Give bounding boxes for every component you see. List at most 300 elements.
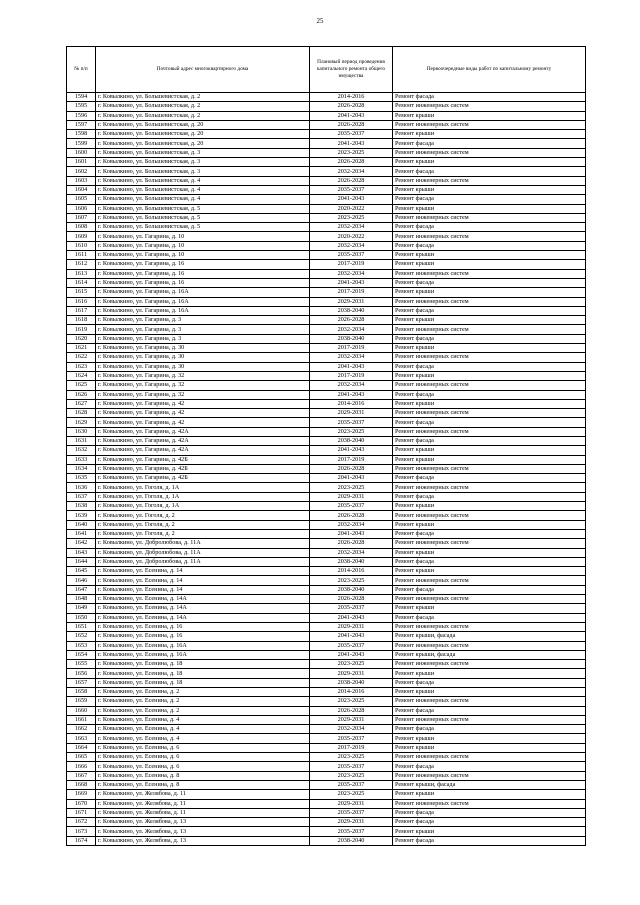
row-period: 2032-2034 xyxy=(310,548,393,557)
row-address: г. Ковылкино, ул. Гагарина, д. 42 xyxy=(96,418,310,427)
row-work-type: Ремонт фасада xyxy=(393,613,586,622)
row-address: г. Ковылкино, ул. Есенина, д. 6 xyxy=(96,743,310,752)
row-period: 2023-2025 xyxy=(310,790,393,799)
row-period: 2032-2034 xyxy=(310,353,393,362)
table-row xyxy=(67,427,586,436)
table-row xyxy=(67,595,586,604)
row-address: г. Ковылкино, ул. Гагарина, д. 42Б xyxy=(96,464,310,473)
row-period: 2041-2043 xyxy=(310,529,393,538)
row-address: г. Ковылкино, ул. Гоголя, д. 1А xyxy=(96,483,310,492)
table-row xyxy=(67,576,586,585)
row-number: 1623 xyxy=(67,362,96,371)
row-number: 1672 xyxy=(67,818,96,827)
row-address: г. Ковылкино, ул. Гагарина, д. 10 xyxy=(96,232,310,241)
row-number: 1613 xyxy=(67,269,96,278)
row-period: 2038-2040 xyxy=(310,836,393,845)
row-work-type: Ремонт крыши xyxy=(393,185,586,194)
row-period: 2023-2025 xyxy=(310,148,393,157)
row-address: г. Ковылкино, ул. Гагарина, д. 16А xyxy=(96,306,310,315)
table-row xyxy=(67,678,586,687)
row-number: 1644 xyxy=(67,557,96,566)
table-row xyxy=(67,260,586,269)
row-period: 2017-2019 xyxy=(310,260,393,269)
row-work-type: Ремонт инженерных систем xyxy=(393,622,586,631)
row-work-type: Ремонт фасада xyxy=(393,390,586,399)
row-number: 1649 xyxy=(67,604,96,613)
table-row xyxy=(67,185,586,194)
table-row xyxy=(67,650,586,659)
row-number: 1595 xyxy=(67,102,96,111)
row-period: 2032-2034 xyxy=(310,325,393,334)
row-address: г. Ковылкино, ул. Желябова, д. 11 xyxy=(96,799,310,808)
table-row xyxy=(67,743,586,752)
table-row xyxy=(67,818,586,827)
table-row xyxy=(67,399,586,408)
row-number: 1651 xyxy=(67,622,96,631)
row-period: 2029-2031 xyxy=(310,715,393,724)
row-work-type: Ремонт крыши xyxy=(393,130,586,139)
table-header xyxy=(67,47,586,93)
row-work-type: Ремонт инженерных систем xyxy=(393,595,586,604)
row-address: г. Ковылкино, ул. Большевистская, д. 2 xyxy=(96,93,310,102)
row-number: 1630 xyxy=(67,427,96,436)
row-number: 1640 xyxy=(67,520,96,529)
table-row xyxy=(67,836,586,845)
row-period: 2035-2037 xyxy=(310,641,393,650)
row-period: 2035-2037 xyxy=(310,502,393,511)
table-row xyxy=(67,697,586,706)
row-address: г. Ковылкино, ул. Гагарина, д. 16 xyxy=(96,269,310,278)
row-work-type: Ремонт инженерных систем xyxy=(393,269,586,278)
table-row xyxy=(67,362,586,371)
row-address: г. Ковылкино, ул. Гагарина, д. 42 xyxy=(96,409,310,418)
row-address: г. Ковылкино, ул. Большевистская, д. 4 xyxy=(96,195,310,204)
row-work-type: Ремонт фасада xyxy=(393,557,586,566)
table-row xyxy=(67,706,586,715)
row-work-type: Ремонт инженерных систем xyxy=(393,120,586,129)
row-address: г. Ковылкино, ул. Есенина, д. 14А xyxy=(96,604,310,613)
row-period: 2023-2025 xyxy=(310,660,393,669)
row-number: 1670 xyxy=(67,799,96,808)
table-row xyxy=(67,771,586,780)
row-period: 2026-2028 xyxy=(310,539,393,548)
row-work-type: Ремонт крыши xyxy=(393,204,586,213)
row-work-type: Ремонт крыши xyxy=(393,251,586,260)
table-row xyxy=(67,371,586,380)
row-period: 2020-2022 xyxy=(310,204,393,213)
header-address: Почтовый адрес многоквартирного дома xyxy=(96,47,310,93)
row-address: г. Ковылкино, ул. Гагарина, д. 42Б xyxy=(96,455,310,464)
row-work-type: Ремонт инженерных систем xyxy=(393,232,586,241)
row-number: 1653 xyxy=(67,641,96,650)
row-period: 2020-2022 xyxy=(310,232,393,241)
table-row xyxy=(67,790,586,799)
row-number: 1596 xyxy=(67,111,96,120)
row-address: г. Ковылкино, ул. Большевистская, д. 4 xyxy=(96,176,310,185)
row-address: г. Ковылкино, ул. Есенина, д. 14А xyxy=(96,595,310,604)
row-number: 1637 xyxy=(67,492,96,501)
row-work-type: Ремонт фасада xyxy=(393,241,586,250)
row-work-type: Ремонт фасада xyxy=(393,306,586,315)
row-work-type: Ремонт крыши xyxy=(393,399,586,408)
row-period: 2035-2037 xyxy=(310,604,393,613)
row-period: 2032-2034 xyxy=(310,381,393,390)
row-work-type: Ремонт фасада xyxy=(393,585,586,594)
table-row xyxy=(67,390,586,399)
table-row xyxy=(67,223,586,232)
row-number: 1667 xyxy=(67,771,96,780)
table-row xyxy=(67,102,586,111)
row-period: 2026-2028 xyxy=(310,511,393,520)
row-work-type: Ремонт инженерных систем xyxy=(393,576,586,585)
row-number: 1634 xyxy=(67,464,96,473)
row-number: 1626 xyxy=(67,390,96,399)
row-period: 2026-2028 xyxy=(310,595,393,604)
row-work-type: Ремонт фасада xyxy=(393,418,586,427)
table-body xyxy=(67,93,586,846)
row-number: 1629 xyxy=(67,418,96,427)
row-address: г. Ковылкино, ул. Добролюбова, д. 11А xyxy=(96,557,310,566)
row-work-type: Ремонт фасада xyxy=(393,492,586,501)
table-row xyxy=(67,446,586,455)
row-address: г. Ковылкино, ул. Есенина, д. 14 xyxy=(96,576,310,585)
row-address: г. Ковылкино, ул. Гагарина, д. 32 xyxy=(96,381,310,390)
row-period: 2038-2040 xyxy=(310,557,393,566)
row-work-type: Ремонт крыши xyxy=(393,734,586,743)
row-work-type: Ремонт крыши xyxy=(393,669,586,678)
row-address: г. Ковылкино, ул. Большевистская, д. 2 xyxy=(96,102,310,111)
row-address: г. Ковылкино, ул. Гагарина, д. 10 xyxy=(96,251,310,260)
row-number: 1660 xyxy=(67,706,96,715)
row-number: 1647 xyxy=(67,585,96,594)
row-period: 2041-2043 xyxy=(310,278,393,287)
table-row xyxy=(67,232,586,241)
table-row xyxy=(67,111,586,120)
table-row xyxy=(67,502,586,511)
row-period: 2041-2043 xyxy=(310,111,393,120)
row-address: г. Ковылкино, ул. Есенина, д. 14 xyxy=(96,585,310,594)
table-row xyxy=(67,799,586,808)
row-work-type: Ремонт крыши xyxy=(393,446,586,455)
row-period: 2035-2037 xyxy=(310,185,393,194)
row-number: 1605 xyxy=(67,195,96,204)
table-row xyxy=(67,557,586,566)
row-address: г. Ковылкино, ул. Гагарина, д. 32 xyxy=(96,371,310,380)
row-work-type: Ремонт инженерных систем xyxy=(393,381,586,390)
table-row xyxy=(67,585,586,594)
row-address: г. Ковылкино, ул. Желябова, д. 11 xyxy=(96,808,310,817)
row-period: 2035-2037 xyxy=(310,808,393,817)
row-work-type: Ремонт крыши, фасада xyxy=(393,650,586,659)
row-period: 2017-2019 xyxy=(310,344,393,353)
row-period: 2029-2031 xyxy=(310,799,393,808)
row-work-type: Ремонт крыши xyxy=(393,688,586,697)
row-address: г. Ковылкино, ул. Большевистская, д. 20 xyxy=(96,139,310,148)
table-row xyxy=(67,418,586,427)
row-period: 2026-2028 xyxy=(310,102,393,111)
row-period: 2014-2016 xyxy=(310,688,393,697)
table-row xyxy=(67,483,586,492)
row-work-type: Ремонт крыши xyxy=(393,790,586,799)
row-work-type: Ремонт фасада xyxy=(393,362,586,371)
table-row xyxy=(67,241,586,250)
row-work-type: Ремонт инженерных систем xyxy=(393,427,586,436)
row-number: 1611 xyxy=(67,251,96,260)
row-number: 1664 xyxy=(67,743,96,752)
row-period: 2038-2040 xyxy=(310,306,393,315)
row-work-type: Ремонт крыши xyxy=(393,502,586,511)
row-period: 2026-2028 xyxy=(310,464,393,473)
row-work-type: Ремонт фасада xyxy=(393,334,586,343)
row-work-type: Ремонт крыши xyxy=(393,344,586,353)
row-address: г. Ковылкино, ул. Желябова, д. 13 xyxy=(96,836,310,845)
row-period: 2032-2034 xyxy=(310,725,393,734)
table-row xyxy=(67,93,586,102)
row-number: 1662 xyxy=(67,725,96,734)
row-address: г. Ковылкино, ул. Гагарина, д. 16 xyxy=(96,260,310,269)
row-work-type: Ремонт крыши xyxy=(393,455,586,464)
row-number: 1673 xyxy=(67,827,96,836)
row-work-type: Ремонт фасада xyxy=(393,139,586,148)
row-period: 2041-2043 xyxy=(310,613,393,622)
table-row xyxy=(67,688,586,697)
row-work-type: Ремонт инженерных систем xyxy=(393,483,586,492)
row-work-type: Ремонт фасада xyxy=(393,93,586,102)
table-row xyxy=(67,548,586,557)
row-address: г. Ковылкино, ул. Есенина, д. 16 xyxy=(96,622,310,631)
row-period: 2041-2043 xyxy=(310,632,393,641)
row-period: 2038-2040 xyxy=(310,436,393,445)
table-row xyxy=(67,139,586,148)
table-row xyxy=(67,529,586,538)
row-period: 2014-2016 xyxy=(310,399,393,408)
table-row xyxy=(67,715,586,724)
row-number: 1618 xyxy=(67,316,96,325)
row-number: 1608 xyxy=(67,223,96,232)
row-number: 1642 xyxy=(67,539,96,548)
row-address: г. Ковылкино, ул. Гагарина, д. 42Б xyxy=(96,474,310,483)
table-row xyxy=(67,325,586,334)
table-row xyxy=(67,204,586,213)
row-address: г. Ковылкино, ул. Гагарина, д. 42А xyxy=(96,436,310,445)
table-row xyxy=(67,762,586,771)
row-period: 2035-2037 xyxy=(310,762,393,771)
table-row xyxy=(67,269,586,278)
row-number: 1635 xyxy=(67,474,96,483)
row-address: г. Ковылкино, ул. Гагарина, д. 16А xyxy=(96,297,310,306)
row-address: г. Ковылкино, ул. Гагарина, д. 30 xyxy=(96,353,310,362)
row-address: г. Ковылкино, ул. Гагарина, д. 42 xyxy=(96,399,310,408)
table-row xyxy=(67,278,586,287)
row-work-type: Ремонт фасада xyxy=(393,195,586,204)
table-row xyxy=(67,539,586,548)
row-number: 1631 xyxy=(67,436,96,445)
row-address: г. Ковылкино, ул. Есенина, д. 4 xyxy=(96,734,310,743)
row-number: 1656 xyxy=(67,669,96,678)
table-row xyxy=(67,213,586,222)
table-row xyxy=(67,195,586,204)
row-work-type: Ремонт фасада xyxy=(393,706,586,715)
row-number: 1659 xyxy=(67,697,96,706)
row-work-type: Ремонт крыши xyxy=(393,316,586,325)
table-row xyxy=(67,808,586,817)
row-address: г. Ковылкино, ул. Есенина, д. 8 xyxy=(96,780,310,789)
row-work-type: Ремонт инженерных систем xyxy=(393,715,586,724)
row-address: г. Ковылкино, ул. Есенина, д. 2 xyxy=(96,688,310,697)
table-row xyxy=(67,492,586,501)
row-period: 2041-2043 xyxy=(310,474,393,483)
row-period: 2023-2025 xyxy=(310,771,393,780)
row-address: г. Ковылкино, ул. Есенина, д. 18 xyxy=(96,660,310,669)
row-work-type: Ремонт крыши xyxy=(393,288,586,297)
row-number: 1614 xyxy=(67,278,96,287)
row-address: г. Ковылкино, ул. Гагарина, д. 3 xyxy=(96,325,310,334)
row-work-type: Ремонт фасада xyxy=(393,678,586,687)
row-number: 1607 xyxy=(67,213,96,222)
row-number: 1610 xyxy=(67,241,96,250)
row-period: 2035-2037 xyxy=(310,130,393,139)
row-period: 2029-2031 xyxy=(310,622,393,631)
row-work-type: Ремонт крыши xyxy=(393,743,586,752)
row-period: 2017-2019 xyxy=(310,288,393,297)
table-row xyxy=(67,297,586,306)
row-address: г. Ковылкино, ул. Есенина, д. 16А xyxy=(96,650,310,659)
table-row xyxy=(67,130,586,139)
row-number: 1636 xyxy=(67,483,96,492)
row-number: 1654 xyxy=(67,650,96,659)
table-row xyxy=(67,344,586,353)
row-period: 2023-2025 xyxy=(310,427,393,436)
row-address: г. Ковылкино, ул. Есенина, д. 18 xyxy=(96,669,310,678)
row-number: 1597 xyxy=(67,120,96,129)
row-work-type: Ремонт крыши, фасада xyxy=(393,780,586,789)
row-number: 1619 xyxy=(67,325,96,334)
row-address: г. Ковылкино, ул. Большевистская, д. 2 xyxy=(96,111,310,120)
row-work-type: Ремонт инженерных систем xyxy=(393,697,586,706)
row-work-type: Ремонт инженерных систем xyxy=(393,753,586,762)
table-row xyxy=(67,725,586,734)
row-period: 2041-2043 xyxy=(310,362,393,371)
row-address: г. Ковылкино, ул. Большевистская, д. 3 xyxy=(96,158,310,167)
row-number: 1657 xyxy=(67,678,96,687)
row-work-type: Ремонт крыши xyxy=(393,567,586,576)
row-number: 1648 xyxy=(67,595,96,604)
row-work-type: Ремонт инженерных систем xyxy=(393,464,586,473)
row-number: 1665 xyxy=(67,753,96,762)
table-row xyxy=(67,622,586,631)
table-row xyxy=(67,436,586,445)
row-number: 1604 xyxy=(67,185,96,194)
row-number: 1615 xyxy=(67,288,96,297)
row-period: 2029-2031 xyxy=(310,297,393,306)
row-address: г. Ковылкино, ул. Гагарина, д. 16А xyxy=(96,288,310,297)
table-row xyxy=(67,167,586,176)
row-address: г. Ковылкино, ул. Добролюбова, д. 11А xyxy=(96,539,310,548)
table-row xyxy=(67,474,586,483)
header-number: № п/п xyxy=(67,47,96,93)
row-work-type: Ремонт инженерных систем xyxy=(393,641,586,650)
row-period: 2035-2037 xyxy=(310,251,393,260)
row-number: 1612 xyxy=(67,260,96,269)
row-number: 1624 xyxy=(67,371,96,380)
row-work-type: Ремонт инженерных систем xyxy=(393,102,586,111)
row-work-type: Ремонт фасада xyxy=(393,725,586,734)
table-row xyxy=(67,381,586,390)
row-address: г. Ковылкино, ул. Гоголя, д. 2 xyxy=(96,511,310,520)
row-address: г. Ковылкино, ул. Гагарина, д. 10 xyxy=(96,241,310,250)
row-address: г. Ковылкино, ул. Есенина, д. 8 xyxy=(96,771,310,780)
row-number: 1621 xyxy=(67,344,96,353)
row-period: 2026-2028 xyxy=(310,158,393,167)
row-number: 1617 xyxy=(67,306,96,315)
row-period: 2023-2025 xyxy=(310,483,393,492)
row-period: 2032-2034 xyxy=(310,167,393,176)
row-period: 2038-2040 xyxy=(310,585,393,594)
table-row xyxy=(67,660,586,669)
row-number: 1650 xyxy=(67,613,96,622)
row-period: 2041-2043 xyxy=(310,195,393,204)
row-period: 2032-2034 xyxy=(310,520,393,529)
row-period: 2029-2031 xyxy=(310,669,393,678)
row-number: 1628 xyxy=(67,409,96,418)
row-work-type: Ремонт крыши xyxy=(393,111,586,120)
row-period: 2017-2019 xyxy=(310,743,393,752)
row-address: г. Ковылкино, ул. Есенина, д. 6 xyxy=(96,762,310,771)
row-address: г. Ковылкино, ул. Гагарина, д. 3 xyxy=(96,334,310,343)
row-work-type: Ремонт фасада xyxy=(393,167,586,176)
row-period: 2023-2025 xyxy=(310,753,393,762)
row-work-type: Ремонт фасада xyxy=(393,529,586,538)
row-period: 2041-2043 xyxy=(310,446,393,455)
row-work-type: Ремонт инженерных систем xyxy=(393,176,586,185)
row-number: 1663 xyxy=(67,734,96,743)
row-address: г. Ковылкино, ул. Есенина, д. 14 xyxy=(96,567,310,576)
row-address: г. Ковылкино, ул. Есенина, д. 4 xyxy=(96,725,310,734)
row-address: г. Ковылкино, ул. Большевистская, д. 3 xyxy=(96,148,310,157)
row-address: г. Ковылкино, ул. Гагарина, д. 42А xyxy=(96,446,310,455)
table-row xyxy=(67,734,586,743)
row-number: 1669 xyxy=(67,790,96,799)
table-row xyxy=(67,334,586,343)
row-period: 2032-2034 xyxy=(310,269,393,278)
page-number: 25 xyxy=(316,17,324,25)
row-period: 2035-2037 xyxy=(310,780,393,789)
row-address: г. Ковылкино, ул. Есенина, д. 14А xyxy=(96,613,310,622)
table-row xyxy=(67,455,586,464)
table-row xyxy=(67,520,586,529)
row-address: г. Ковылкино, ул. Гоголя, д. 2 xyxy=(96,520,310,529)
row-number: 1633 xyxy=(67,455,96,464)
row-number: 1602 xyxy=(67,167,96,176)
row-work-type: Ремонт инженерных систем xyxy=(393,660,586,669)
row-address: г. Ковылкино, ул. Есенина, д. 18 xyxy=(96,678,310,687)
table-row xyxy=(67,780,586,789)
row-work-type: Ремонт инженерных систем xyxy=(393,148,586,157)
row-address: г. Ковылкино, ул. Гоголя, д. 2 xyxy=(96,529,310,538)
row-address: г. Ковылкино, ул. Большевистская, д. 3 xyxy=(96,167,310,176)
row-period: 2029-2031 xyxy=(310,818,393,827)
row-period: 2026-2028 xyxy=(310,176,393,185)
row-period: 2026-2028 xyxy=(310,316,393,325)
row-address: г. Ковылкино, ул. Большевистская, д. 20 xyxy=(96,130,310,139)
row-address: г. Ковылкино, ул. Гоголя, д. 1А xyxy=(96,502,310,511)
row-number: 1655 xyxy=(67,660,96,669)
row-address: г. Ковылкино, ул. Гагарина, д. 16 xyxy=(96,278,310,287)
row-number: 1632 xyxy=(67,446,96,455)
row-work-type: Ремонт фасада xyxy=(393,474,586,483)
row-work-type: Ремонт крыши xyxy=(393,548,586,557)
table-row xyxy=(67,120,586,129)
